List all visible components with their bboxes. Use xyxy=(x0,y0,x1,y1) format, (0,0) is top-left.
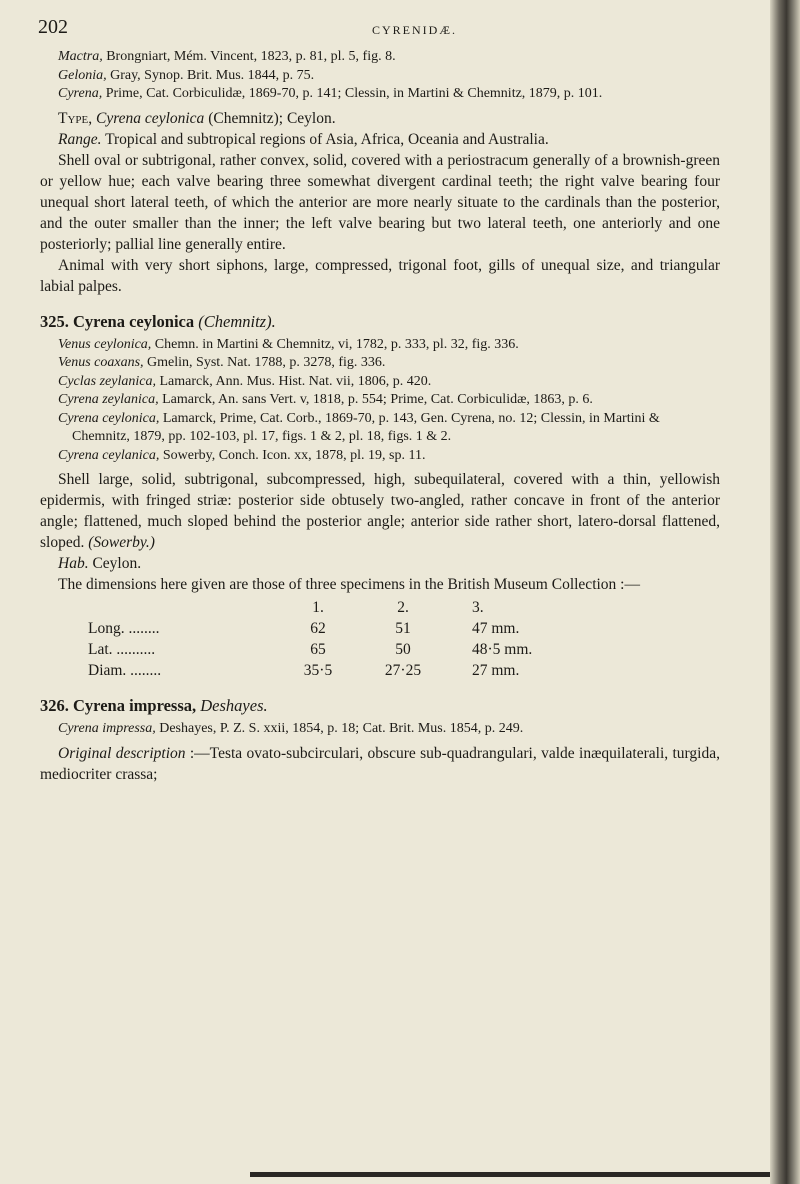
species-description: Shell large, solid, subtrigonal, subcompressed, high, subequilateral, covered with a thin, yellowish epidermis, with fringed striæ: posterior side obtusely two-angled, rather concave in front of the anterior angle; flattened, much sloped behind the posterior angle; anterior side rather short, latero-dorsal flattened, sloped. (Sowerby.) xyxy=(40,471,720,551)
range-line: Range. Tropical and subtropical regions of Asia, Africa, Oceania and Australia. xyxy=(58,130,549,148)
row-label: Long. ........ xyxy=(88,620,160,637)
species-heading-326: 326. Cyrena impressa, Deshayes. xyxy=(40,696,268,715)
cell: 50 xyxy=(395,641,411,658)
synonym-ref: Mactra, Brongniart, Mém. Vincent, 1823, p. 81, pl. 5, fig. 8. xyxy=(58,49,396,64)
shell-paragraph: Shell oval or subtrigonal, rather convex, solid, covered with a periostracum generally of a brownish-green or yellow hue; each valve bearing three somewhat divergent cardinal teeth; the right valve bearing four unequal short lateral teeth, of which the anterior are more nearly situate to the cardinals than the posterior, and the outer smaller than the inner; the left valve bearing but two lateral teeth, one anteriorly and one posteriorly; pallial line generally entire. xyxy=(40,151,720,253)
type-line: Type, Cyrena ceylonica (Chemnitz); Ceylon. xyxy=(58,109,336,127)
species-ref: Cyrena ceylanica, Sowerby, Conch. Icon. xx, 1878, pl. 19, sp. 11. xyxy=(58,447,426,463)
cell: 65 xyxy=(310,641,326,658)
row-label: Diam. ........ xyxy=(88,662,162,679)
synonym-ref: Cyrena, Prime, Cat. Corbiculidæ, 1869-70, p. 141; Clessin, in Martini & Chemnitz, 1879, p. 101. xyxy=(58,86,603,101)
dimensions-header-row xyxy=(88,597,572,618)
page-binding-edge xyxy=(770,0,800,1184)
cell: 47 mm. xyxy=(472,620,520,637)
species-heading-325: 325. Cyrena ceylonica (Chemnitz). xyxy=(40,311,276,331)
synonym-ref: Gelonia, Gray, Synop. Brit. Mus. 1844, p. 75. xyxy=(58,67,315,83)
cell: 48·5 mm. xyxy=(472,641,533,658)
column-header: 1. xyxy=(312,599,324,616)
bottom-rule xyxy=(250,1172,770,1177)
species-ref: Venus coaxans, Gmelin, Syst. Nat. 1788, p. 3278, fig. 336. xyxy=(58,355,386,370)
habitat-line: Hab. Ceylon. xyxy=(58,555,142,572)
table-row xyxy=(88,639,572,660)
table-row xyxy=(88,618,572,639)
body-text xyxy=(40,48,720,785)
cell: 27·25 xyxy=(384,662,422,679)
cell: 62 xyxy=(310,620,326,637)
original-description: Original description :—Testa ovato-subcirculari, obscure sub-quadrangulari, valde inæquilaterali, turgida, mediocriter crassa; xyxy=(40,744,720,783)
species-ref: Cyclas zeylanica, Lamarck, Ann. Mus. Hist. Nat. vii, 1806, p. 420. xyxy=(58,373,432,389)
animal-paragraph: Animal with very short siphons, large, compressed, trigonal foot, gills of unequal size, and triangular labial palpes. xyxy=(40,256,720,295)
running-head: CYRENIDÆ. xyxy=(372,23,458,37)
dimensions-table xyxy=(88,597,572,681)
species-ref: Venus ceylonica, Chemn. in Martini & Chemnitz, vi, 1782, p. 333, pl. 32, fig. 336. xyxy=(58,336,519,352)
species-ref: Cyrena ceylonica, Lamarck, Prime, Cat. Corb., 1869-70, p. 143, Gen. Cyrena, no. 12; Clessin, in Martini & Chemnitz, 1879, pp. 102-103, pl. 17, figs. 1 & 2, pl. 18, figs. 1 & 2. xyxy=(58,410,660,444)
species-ref: Cyrena zeylanica, Lamarck, An. sans Vert. v, 1818, p. 554; Prime, Cat. Corbiculidæ, 1863, p. 6. xyxy=(58,392,593,407)
row-label: Lat. .......... xyxy=(88,641,156,658)
table-row xyxy=(88,660,572,681)
cell: 27 mm. xyxy=(472,662,520,679)
page-number: 202 xyxy=(38,16,68,38)
column-header: 3. xyxy=(472,599,484,616)
species-ref: Cyrena impressa, Deshayes, P. Z. S. xxii, 1854, p. 18; Cat. Brit. Mus. 1854, p. 249. xyxy=(58,721,524,736)
cell: 51 xyxy=(395,620,411,637)
dimensions-intro: The dimensions here given are those of three specimens in the British Museum Collection :— xyxy=(58,576,640,593)
cell: 35·5 xyxy=(303,662,333,679)
column-header: 2. xyxy=(397,599,409,616)
